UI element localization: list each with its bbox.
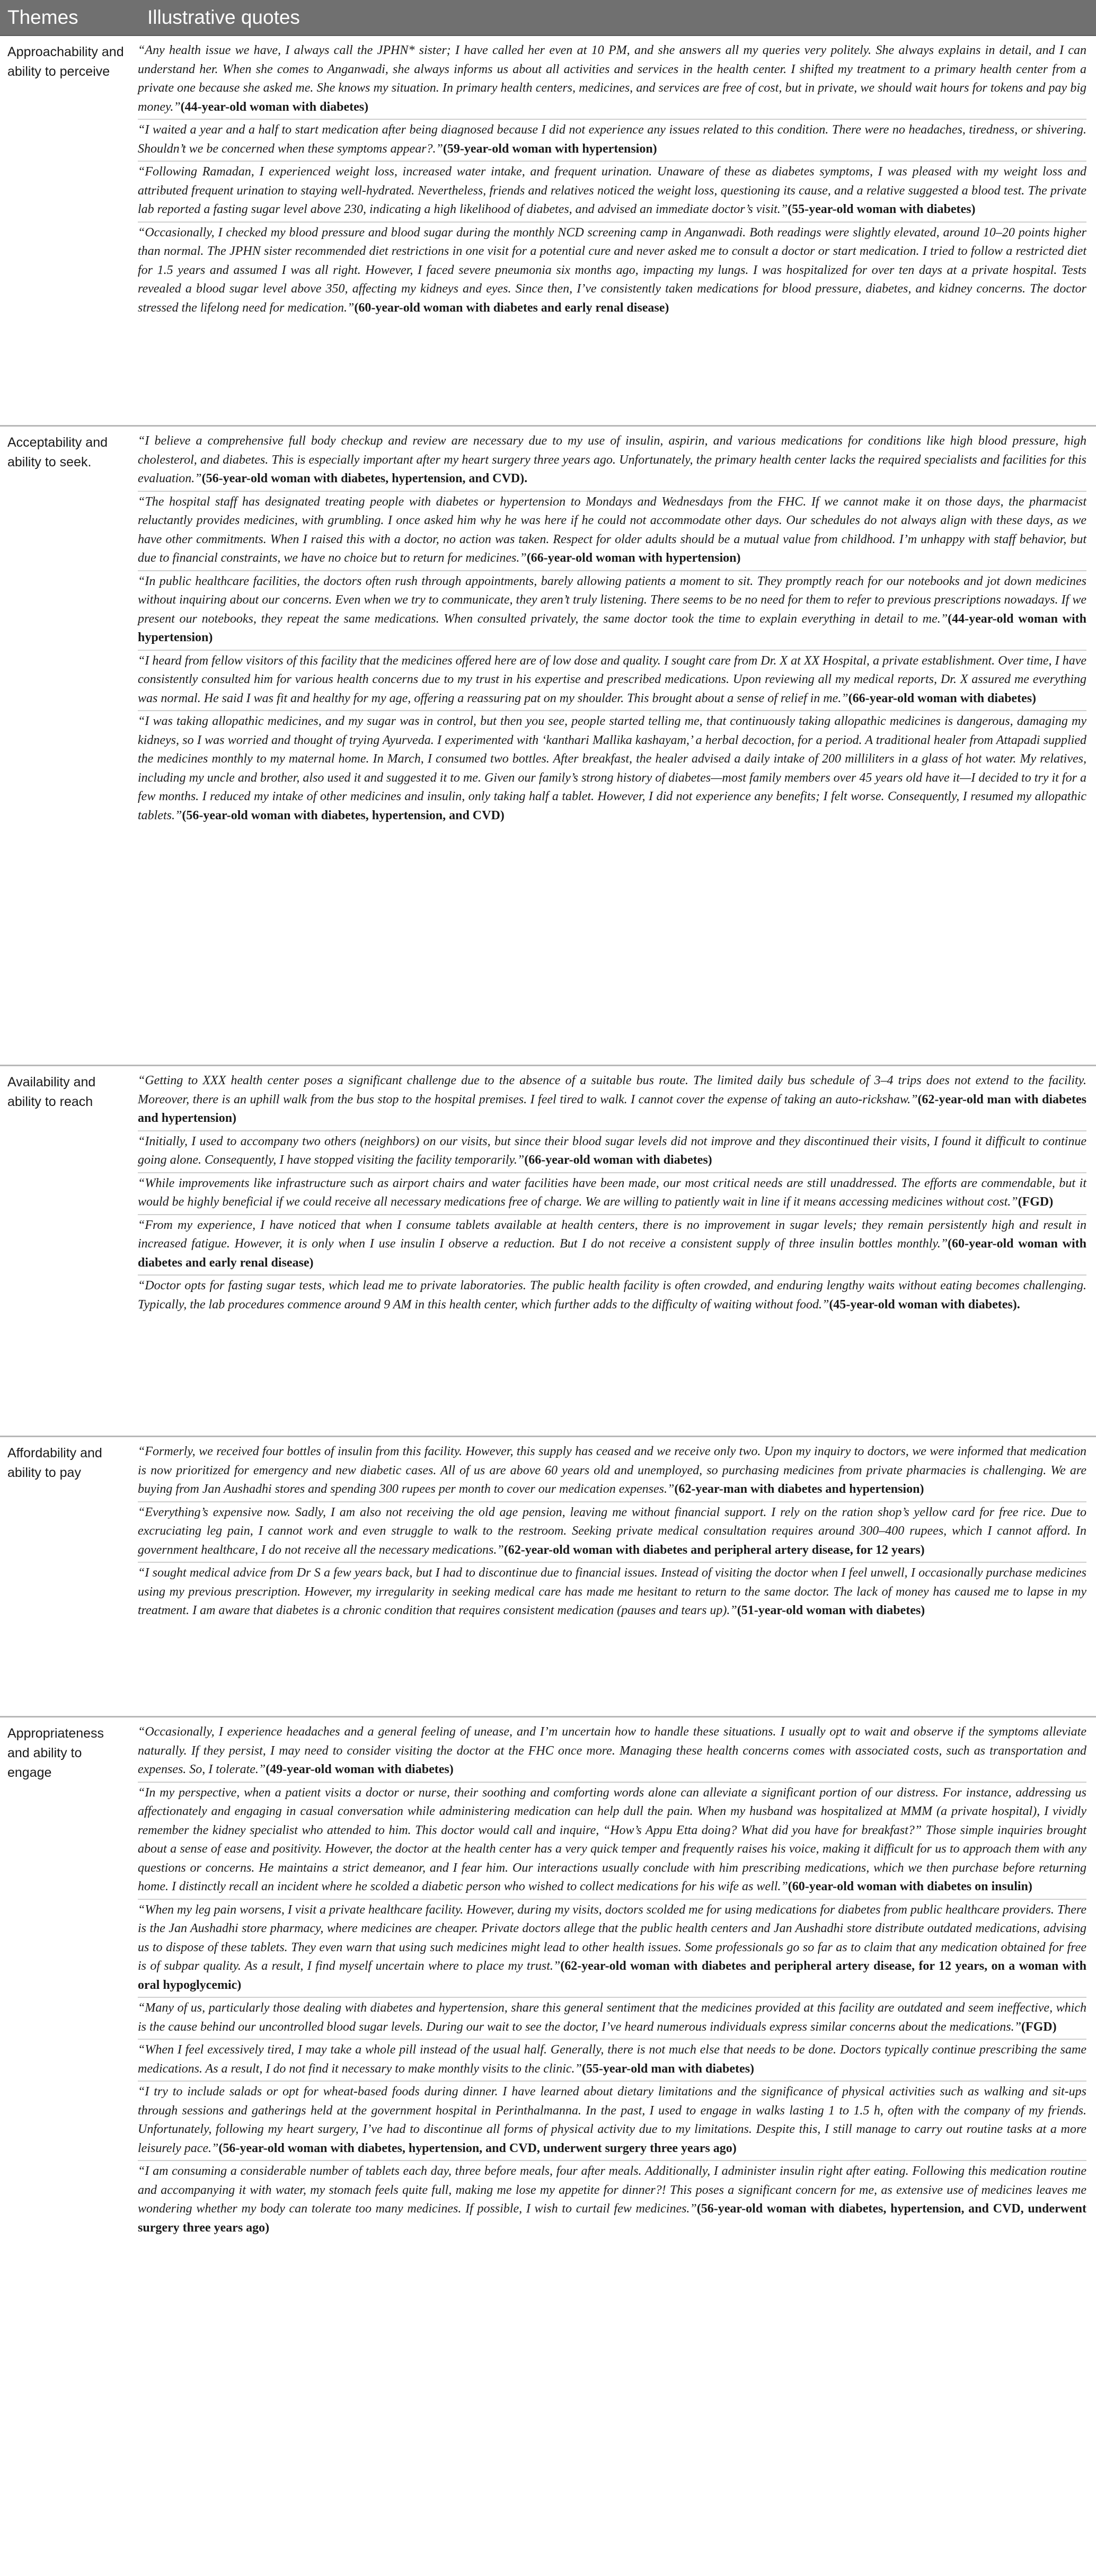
- quote-text: “Any health issue we have, I always call the JPHN* sister; I have called her even at 10 PM, and she answers all my queries very politely. She always explains in detail, and I can understand her. When she comes to Anganwadi, she always informs us about all activities and services in the health center. I shifted my treatment to a primary health center from a private one because she asked me. She knows my situation. In primary health centers, medicines, and services are free of cost, but in private, we should wait hours for tokens and pay big money.”: [138, 43, 1086, 114]
- quote-item: [138, 1070, 1086, 1131]
- quote-text: “I was taking allopathic medicines, and my sugar was in control, but then you see, people started telling me, that continuously taking allopathic medicines is dangerous, damaging my kidneys, so I was worried and thought of trying Ayurveda. I experimented with ‘kanthari Mallika kashayam,’ a herbal decoction, for a period. A traditional healer from Attapadi supplied the medicines monthly to my maternal home. In March, I consumed two bottles. After breakfast, the healer advised a daily intake of 200 milliliters in a glass of hot water. My relatives, including my uncle and brother, also used it and suggested it to me. Given our family’s strong history of diabetes—most family members over 45 years old have it—I decided to try it for a few months. I reduced my intake of other medicines and insulin, only taking half a tablet. However, I did not experience any benefits; I felt worse. Consequently, I resumed my allopathic tablets.”: [138, 714, 1086, 822]
- theme-cell: Affordability and ability to pay: [7, 1446, 102, 1480]
- quotes-cell: [132, 1718, 1096, 2576]
- row-affordability: [0, 1437, 1096, 1718]
- quote-text: “Formerly, we received four bottles of insulin from this facility. However, this supply has ceased and we receive only two. Upon my inquiry to doctors, we were informed that medication is now prioritized for emergency and new diabetic cases. All of us are above 60 years old and unemployed, so purchasing medicines from private pharmacies is challenging. We are buying from Jan Aushadhi stores and spending 300 rupees per month to cover our medication expenses.”: [138, 1445, 1086, 1496]
- quotes-cell: [132, 1066, 1096, 1436]
- quote-text: “In my perspective, when a patient visits a doctor or nurse, their soothing and comforting words alone can alleviate a significant portion of our distress. For instance, addressing us affectionately and engaging in casual conversation while administering medication can help dull the pain. When my husband was hospitalized at MMM (a private hospital), I vividly remember the kidney specialist who attended to him. This doctor would call and inquire, “How’s Appu Etta doing? What did you have for breakfast?” Those simple inquiries brought about a sense of ease and positivity. However, the doctor at the health center has a very quick temper and frequently raises his voice, making it difficult for us to approach them with any questions or concerns. He maintains a strict demeanor, and I fear him. Our interactions usually conclude with him prescribing medications, which we then purchase before returning home. I distinctly recall an incident where he scolded a diabetic person who wished to collect medications for his wife as well.”: [138, 1785, 1086, 1893]
- quote-item: [138, 40, 1086, 120]
- quote-item: [138, 492, 1086, 571]
- header-quotes: Illustrative quotes: [147, 6, 300, 28]
- quote-speaker: (44-year-old woman with diabetes): [180, 100, 369, 114]
- quote-speaker: (62-year-old woman with diabetes and peripheral artery disease, for 12 years): [503, 1543, 925, 1557]
- quote-item: [138, 1173, 1086, 1215]
- quote-text: “Getting to XXX health center poses a significant challenge due to the absence of a suitable bus route. The limited daily bus schedule of 3–4 trips does not extend to the facility. Moreover, there is an uphill walk from the bus stop to the hospital premises. I feel tired to walk. I cannot cover the expense of taking an auto-rickshaw.”: [138, 1074, 1086, 1106]
- theme-cell: Appropriateness and ability to engage: [7, 1726, 104, 1780]
- row-approachability: [0, 36, 1096, 427]
- quote-speaker: (FGD): [1021, 2020, 1057, 2034]
- quote-text: “Occasionally, I experience headaches and a general feeling of unease, and I’m uncertain how to handle these situations. I usually opt to wait and observe if the symptoms alleviate naturally. If they persist, I may need to consider visiting the doctor at the FHC once more. Managing these health concerns comes with associated costs, such as transportation and expenses. So, I tolerate.”: [138, 1725, 1086, 1776]
- quote-text: “Doctor opts for fasting sugar tests, which lead me to private laboratories. The public health facility is often crowded, and enduring lengthy waits without eating becomes challenging. Typically, the lab procedures commence around 9 AM in this health center, which further adds to the difficulty of waiting without food.”: [138, 1279, 1086, 1312]
- quote-text: “When my leg pain worsens, I visit a private healthcare facility. However, during my visits, doctors scolded me for using medications for diabetes from public healthcare providers. There is the Jan Aushadhi store pharmacy, where medicines are cheaper. Private doctors allege that the public health centers and Jan Aushadhi store distribute outdated medications, advising us to dispose of these tablets. They even warn that using such medicines might lead to other health issues. Some professionals go so far as to claim that any medication obtained for free is of subpar quality. As a result, I find myself uncertain where to place my trust.”: [138, 1902, 1086, 1973]
- quote-speaker: (62-year-old man with diabetes and hypertension): [138, 1092, 1086, 1125]
- quote-item: [138, 2082, 1086, 2161]
- quote-text: “From my experience, I have noticed that when I consume tablets available at health centers, there is no improvement in sugar levels; they remain persistently high and result in increased fatigue. However, it is only when I use insulin I observe a reduction. But I do not receive a consistent supply of three insulin bottles monthly.”: [138, 1218, 1086, 1251]
- quote-item: [138, 651, 1086, 712]
- quote-speaker: (62-year-man with diabetes and hypertension): [674, 1482, 924, 1496]
- quote-item: [138, 571, 1086, 651]
- quote-item: [138, 1998, 1086, 2040]
- quote-text: “Initially, I used to accompany two others (neighbors) on our visits, but since their blood sugar levels did not improve and they discontinued their visits, I found it difficult to continue going alone. Consequently, I have stopped visiting the facility temporarily.”: [138, 1134, 1086, 1167]
- header-themes: Themes: [7, 6, 78, 28]
- quote-text: “Everything’s expensive now. Sadly, I am also not receiving the old age pension, leaving me without financial support. I rely on the ration shop’s yellow card for free rice. Due to excruciating leg pain, I cannot work and even struggle to walk to the restroom. Seeking private medical consultation requires around 300–400 rupees, which I cannot afford. In government healthcare, I do not receive all the necessary medications.”: [138, 1505, 1086, 1557]
- quote-speaker: (FGD): [1018, 1195, 1054, 1209]
- quote-speaker: (62-year-old woman with diabetes and peripheral artery disease, for 12 years, on a woman with oral hypoglycemic): [138, 1959, 1086, 1992]
- theme-cell: Approachability and ability to perceive: [7, 45, 124, 79]
- row-appropriateness: [0, 1718, 1096, 2576]
- quote-speaker: (66-year-old woman with diabetes): [848, 691, 1037, 705]
- row-acceptability: [0, 427, 1096, 1066]
- quote-item: [138, 1563, 1086, 1623]
- quote-item: [138, 2040, 1086, 2082]
- quote-speaker: (56-year-old woman with diabetes, hypertension, and CVD, underwent surgery three years ago): [138, 2202, 1086, 2235]
- quote-text: “I sought medical advice from Dr S a few years back, but I had to discontinue due to financial issues. Instead of visiting the doctor when I feel unwell, I occasionally purchase medicines using my previous prescription. However, my irregularity in seeking medical care has made me hesitant to return to the same doctor. The lack of money has caused me to lapse in my treatment. I am aware that diabetes is a chronic condition that requires consistent medication (pauses and tears up).”: [138, 1566, 1086, 1617]
- quote-text: “I believe a comprehensive full body checkup and review are necessary due to my use of insulin, aspirin, and various medications for conditions like high blood pressure, high cholesterol, and diabetes. This is especially important after my heart surgery three years ago. Unfortunately, the primary health center lacks the required specialists and facilities for this evaluation.”: [138, 434, 1086, 485]
- quote-item: [138, 2161, 1086, 2239]
- quote-item: [138, 120, 1086, 162]
- quote-speaker: (59-year-old woman with hypertension): [443, 141, 657, 156]
- quote-text: “In public healthcare facilities, the doctors often rush through appointments, barely allowing patients a moment to sit. They promptly reach for our notebooks and jot down medicines without inquiring about our concerns. Even when we try to communicate, they aren’t truly listening. There seems to be no need for them to refer to previous prescriptions nowadays. If we present our notebooks, they repeat the same medications. When consulted privately, the same doctor took the time to explain everything in detail to me.”: [138, 574, 1086, 626]
- quote-text: “Occasionally, I checked my blood pressure and blood sugar during the monthly NCD screening camp in Anganwadi. Both readings were slightly elevated, around 10–20 points higher than normal. The JPHN sister recommended diet restrictions in one visit for a potential cure and never asked me to consult a doctor or start medication. I tried to follow a restricted diet for 1.5 years and assumed I was all right. However, I faced severe pneumonia six months ago, impacting my lungs. I was hospitalized for over ten days at a private hospital. Tests revealed a blood sugar level above 350, affecting my kidneys and eyes. Since then, I’ve consistently taken medications for blood pressure, diabetes, and kidney concerns. The doctor stressed the lifelong need for medication.”: [138, 225, 1086, 315]
- quote-item: [138, 162, 1086, 223]
- table-header: [0, 0, 1096, 36]
- quote-speaker: (60-year-old woman with diabetes and early renal disease): [138, 1237, 1086, 1270]
- quote-text: “Following Ramadan, I experienced weight loss, increased water intake, and frequent urination. Unaware of these as diabetes symptoms, I was pleased with my weight loss and attributed frequent urination to staying well-hydrated. Nevertheless, friends and relatives noticed the weight loss, questioning its cause, and a relative suggested a blood test. The private lab reported a fasting sugar level above 230, indicating a high likelihood of diabetes, and advised an immediate doctor’s visit.”: [138, 165, 1086, 216]
- quote-text: “I waited a year and a half to start medication after being diagnosed because I did not experience any issues related to this condition. There were no headaches, tiredness, or shivering. Shouldn’t we be concerned when these symptoms appear?.”: [138, 123, 1086, 156]
- theme-cell: Availability and ability to reach: [7, 1075, 96, 1109]
- quote-item: [138, 1276, 1086, 1316]
- quote-speaker: (60-year-old woman with diabetes on insulin): [788, 1880, 1032, 1893]
- quote-item: [138, 1215, 1086, 1276]
- quote-item: [138, 1900, 1086, 1998]
- quote-text: “Many of us, particularly those dealing with diabetes and hypertension, share this general sentiment that the medicines provided at this facility are outdated and seem ineffective, which is the cause behind our uncontrolled blood sugar levels. During our wait to see the doctor, I’ve heard numerous individuals express similar concerns about the medications.”: [138, 2001, 1086, 2034]
- row-availability: [0, 1066, 1096, 1437]
- theme-cell: Acceptability and ability to seek.: [7, 435, 108, 470]
- quote-speaker: (66-year-old woman with diabetes): [524, 1153, 712, 1167]
- quote-text: “While improvements like infrastructure such as airport chairs and water facilities have been made, our most critical needs are still unaddressed. The efforts are commendable, but it would be highly beneficial if we could receive all necessary medications free of charge. We are willing to patiently wait in line if it means accessing medicines without cost.”: [138, 1176, 1086, 1209]
- quote-speaker: (55-year-old man with diabetes): [581, 2061, 754, 2076]
- quote-item: [138, 1783, 1086, 1900]
- quote-speaker: (56-year-old woman with diabetes, hypertension, and CVD): [182, 808, 505, 822]
- quote-text: “I try to include salads or opt for wheat-based foods during dinner. I have learned about dietary limitations and the significance of physical activities such as walking and sit-ups through sessions and gatherings held at the government hospital in Perinthalmanna. In the past, I used to engage in walks lasting 1 to 1.5 h, often with the company of my friends. Unfortunately, following my heart surgery, I’ve had to discontinue all forms of physical activity due to my limitations. Despite this, I still manage to carry out routine tasks at a more leisurely pace.”: [138, 2085, 1086, 2155]
- quote-speaker: (56-year-old woman with diabetes, hypertension, and CVD).: [201, 472, 528, 485]
- quotes-cell: [132, 1437, 1096, 1716]
- quote-speaker: (51-year-old woman with diabetes): [737, 1604, 925, 1617]
- quote-item: [138, 223, 1086, 320]
- quote-item: [138, 431, 1086, 492]
- quote-item: [138, 1131, 1086, 1173]
- quote-text: “The hospital staff has designated treating people with diabetes or hypertension to Mondays and Wednesdays from the FHC. If we cannot make it on those days, the pharmacist reluctantly provides medicines, with grumbling. I once asked him why he was here if he could not accommodate other days. Our schedules do not always align with these days, as we have other commitments. When I raised this with a doctor, no action was taken. Respect for older adults should be a mutual value from childhood. I’m unhappy with staff behavior, but due to financial constraints, we have no choice but to return for medicines.”: [138, 494, 1086, 565]
- quote-speaker: (44-year-old woman with hypertension): [138, 612, 1086, 644]
- quote-speaker: (56-year-old woman with diabetes, hypertension, and CVD, underwent surgery three years ago): [218, 2141, 737, 2155]
- quote-item: [138, 711, 1086, 827]
- quote-item: [138, 1722, 1086, 1783]
- quotes-cell: [132, 36, 1096, 425]
- quote-speaker: (60-year-old woman with diabetes and early renal disease): [354, 300, 669, 315]
- quote-speaker: (45-year-old woman with diabetes).: [829, 1297, 1020, 1312]
- quote-text: “I am consuming a considerable number of tablets each day, three before meals, four after meals. Additionally, I administer insulin right after eating. Following this medication routine and accompanying it with water, my stomach feels quite full, making me lose my appetite for dinner?! This poses a significant concern for me, as extensive use of medicines leaves me wondering whether my body can tolerate too many medicines. If possible, I wish to curtail few medicines.”: [138, 2164, 1086, 2216]
- quote-text: “When I feel excessively tired, I may take a whole pill instead of the usual half. Generally, there is not much else that needs to be done. Doctors typically continue prescribing the same medications. As a result, I do not find it necessary to make monthly visits to the clinic.”: [138, 2043, 1086, 2076]
- quote-speaker: (49-year-old woman with diabetes): [266, 1763, 454, 1776]
- quote-item: [138, 1441, 1086, 1502]
- quote-speaker: (55-year-old woman with diabetes): [788, 202, 976, 216]
- quote-text: “I heard from fellow visitors of this facility that the medicines offered here are of low dose and quality. I sought care from Dr. X at XX Hospital, a private establishment. Over time, I have consistently consulted him for various health concerns due to my trust in his expertise and prescribed medications. Upon reviewing all my medical reports, Dr. X assured me everything was normal. He said I was fit and healthy for my age, offering a reassuring pat on my shoulder. This brought about a sense of relief in me.”: [138, 653, 1086, 705]
- quote-item: [138, 1502, 1086, 1563]
- quote-speaker: (66-year-old woman with hypertension): [526, 551, 741, 565]
- quotes-cell: [132, 427, 1096, 1065]
